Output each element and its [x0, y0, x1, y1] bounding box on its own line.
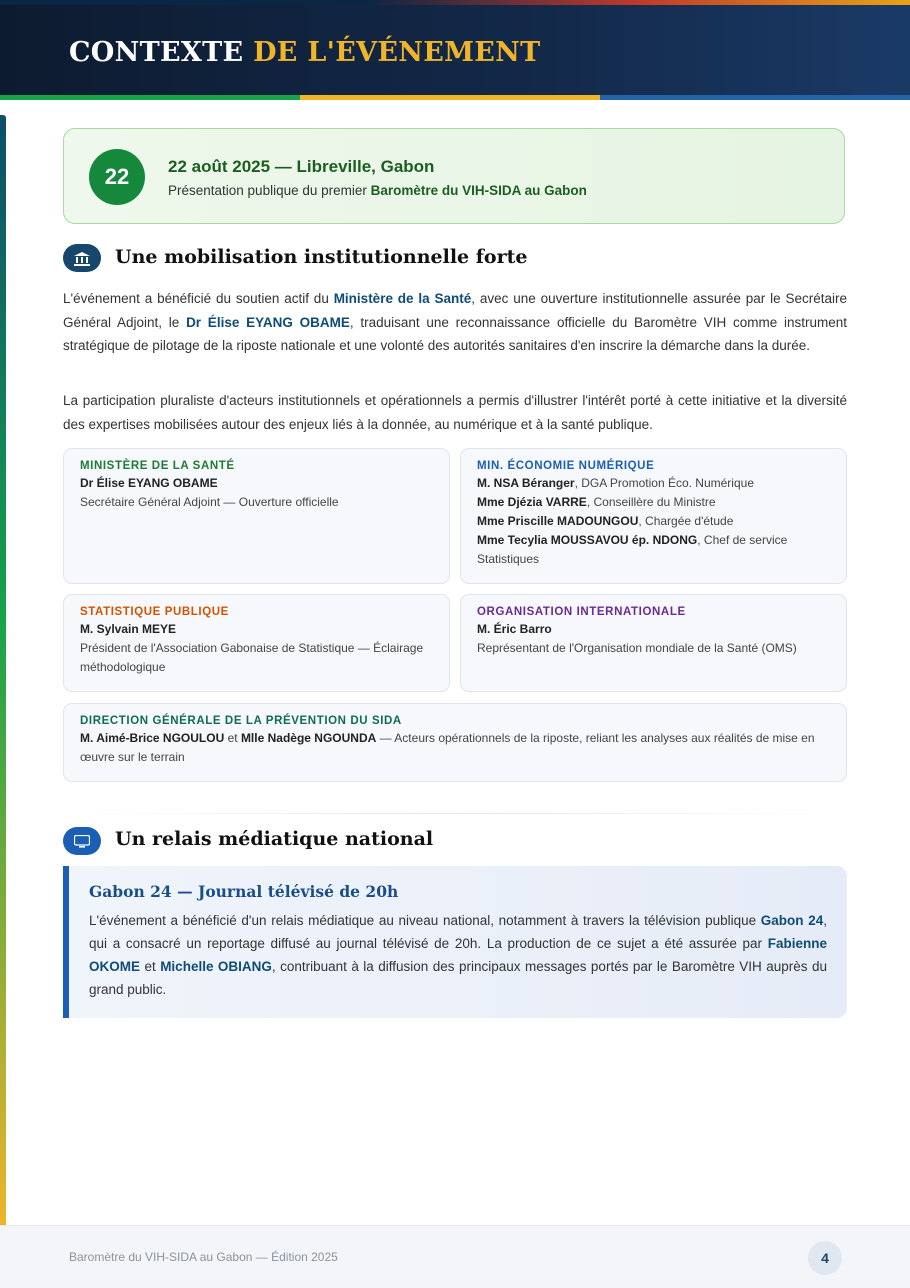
- card-economie-numerique: [460, 448, 847, 584]
- card-line: Dr Élise EYANG OBAME: [80, 476, 218, 490]
- card-ministere-sante: [63, 448, 450, 584]
- card-title: ORGANISATION INTERNATIONALE: [477, 606, 686, 618]
- card-line: Secrétaire Général Adjoint — Ouverture officielle: [80, 495, 339, 509]
- card-title: DIRECTION GÉNÉRALE DE LA PRÉVENTION DU SIDA: [80, 715, 402, 727]
- card-line: Mme Tecylia MOUSSAVOU ép. NDONG, Chef de service Statistiques: [477, 533, 788, 566]
- card-line: Représentant de l'Organisation mondiale de la Santé (OMS): [477, 641, 797, 655]
- flag-green-segment: [0, 95, 300, 100]
- institution-icon: [63, 244, 101, 272]
- section-title-media: Un relais médiatique national: [115, 828, 434, 850]
- event-date-title: 22 août 2025 — Libreville, Gabon: [168, 157, 435, 176]
- card-line: M. Aimé-Brice NGOULOU et Mlle Nadège NGOUNDA — Acteurs opérationnels de la riposte, reliant les analyses aux réalités de mise en œuvre sur le terrain: [80, 731, 815, 764]
- card-title: MIN. ÉCONOMIE NUMÉRIQUE: [477, 460, 655, 472]
- event-day-badge: 22: [89, 149, 145, 205]
- flag-yellow-segment: [300, 95, 600, 100]
- side-accent-bar: [0, 115, 6, 1230]
- mobilisation-paragraph-1: L'événement a bénéficié du soutien actif du Ministère de la Santé, avec une ouverture institutionnelle assurée par le Secrétaire Général Adjoint, le Dr Élise EYANG OBAME, traduisant une reconnaissance officielle du Baromètre VIH comme instrument stratégique de pilotage de la riposte nationale et une volonté des autorités sanitaires d'en inscrire la démarche dans la durée.: [63, 291, 848, 353]
- mobilisation-paragraph-2: La participation pluraliste d'acteurs institutionnels et opérationnels a permis d'illustrer l'intérêt porté à cette initiative et la diversité des expertises mobilisées autour des enjeux liés à la donnée, au numérique et à la santé publique.: [63, 393, 847, 432]
- media-title: Gabon 24 — Journal télévisé de 20h: [89, 882, 399, 901]
- footer-text: Baromètre du VIH-SIDA au Gabon — Édition 2025: [69, 1250, 338, 1264]
- card-title: STATISTIQUE PUBLIQUE: [80, 606, 229, 618]
- card-line: M. Sylvain MEYE: [80, 622, 177, 636]
- card-line: Mme Djézia VARRE, Conseillère du Ministre: [477, 495, 716, 509]
- card-line: Mme Priscille MADOUNGOU, Chargée d'étude: [477, 514, 734, 528]
- media-text: L'événement a bénéficié d'un relais médiatique au niveau national, notamment à travers la télévision publique Gabon 24, qui a consacré un reportage diffusé au journal télévisé de 20h. La production de ce sujet a été assurée par Fabienne OKOME et Michelle OBIANG, contribuant à la diffusion des principaux messages portés par le Baromètre VIH auprès du grand public.: [89, 913, 827, 997]
- card-title: MINISTÈRE DE LA SANTÉ: [80, 460, 235, 472]
- section-title-mobilisation: Une mobilisation institutionnelle forte: [115, 246, 528, 268]
- tv-icon: [63, 827, 101, 855]
- card-organisation-internationale: [460, 594, 847, 692]
- section-divider: [63, 813, 847, 814]
- card-line: M. Éric Barro: [477, 622, 552, 636]
- event-subtitle: Présentation publique du premier Baromètre du VIH-SIDA au Gabon: [168, 183, 587, 198]
- page-header: [0, 5, 910, 95]
- event-date-card: [63, 128, 845, 224]
- card-line: Président de l'Association Gabonaise de Statistique — Éclairage méthodologique: [80, 641, 424, 674]
- card-prevention-sida: [63, 703, 847, 782]
- title-main: CONTEXTE: [69, 37, 244, 68]
- card-line: M. NSA Béranger, DGA Promotion Éco. Numérique: [477, 476, 754, 490]
- flag-blue-segment: [600, 95, 910, 100]
- page-footer: [0, 1225, 910, 1288]
- page-title: [69, 37, 541, 68]
- media-coverage-box: [63, 866, 847, 1018]
- card-statistique-publique: [63, 594, 450, 692]
- page-number: 4: [808, 1241, 842, 1275]
- flag-color-bar: [0, 95, 910, 100]
- title-accent: DE L'ÉVÉNEMENT: [253, 37, 541, 68]
